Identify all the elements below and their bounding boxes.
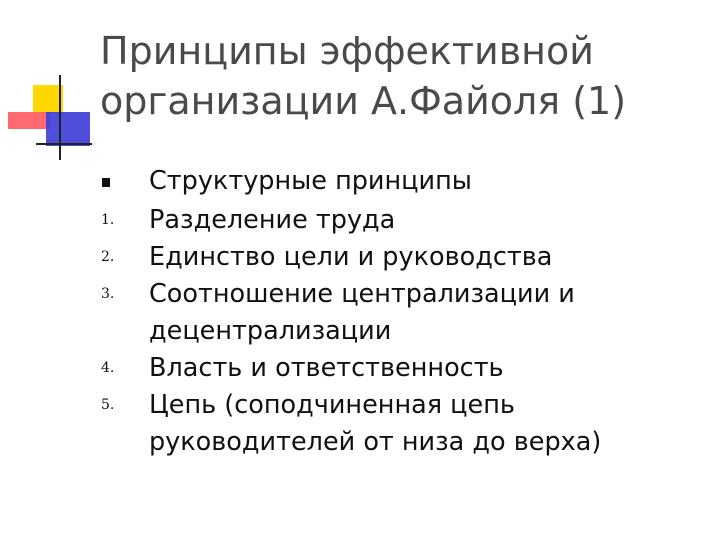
principles-list — [100, 163, 690, 461]
list-item-number: 2. — [101, 249, 115, 265]
list-item-number: 1. — [101, 212, 115, 228]
deco-red-band — [8, 112, 50, 129]
list-item-text: Разделение труда — [149, 205, 396, 235]
list-item-number: 3. — [101, 286, 115, 302]
corner-decoration — [0, 0, 110, 170]
list-item-text: Власть и ответственность — [149, 353, 504, 383]
list-item — [100, 239, 690, 276]
list-item-text: Структурные принципы — [149, 166, 472, 196]
slide-title-line-2: организации А.Файоля (1) — [100, 79, 627, 123]
slide-title — [100, 26, 700, 126]
list-item — [100, 350, 690, 387]
square-bullet-icon — [100, 163, 149, 202]
list-item-number: 5. — [101, 397, 115, 413]
list-item — [100, 387, 690, 461]
deco-yellow-square — [33, 85, 63, 113]
list-item — [100, 163, 690, 202]
list-item-text: Соотношение централизации и децентрализации — [149, 279, 575, 346]
list-item — [100, 276, 690, 350]
list-item-text: Цепь (соподчиненная цепь руководителей от низа до верха) — [149, 390, 602, 457]
deco-blue-square — [46, 112, 90, 146]
list-item-number: 4. — [101, 360, 115, 376]
list-item — [100, 202, 690, 239]
slide-title-line-1: Принципы эффективной — [100, 29, 594, 73]
list-item-text: Единство цели и руководства — [149, 242, 553, 272]
